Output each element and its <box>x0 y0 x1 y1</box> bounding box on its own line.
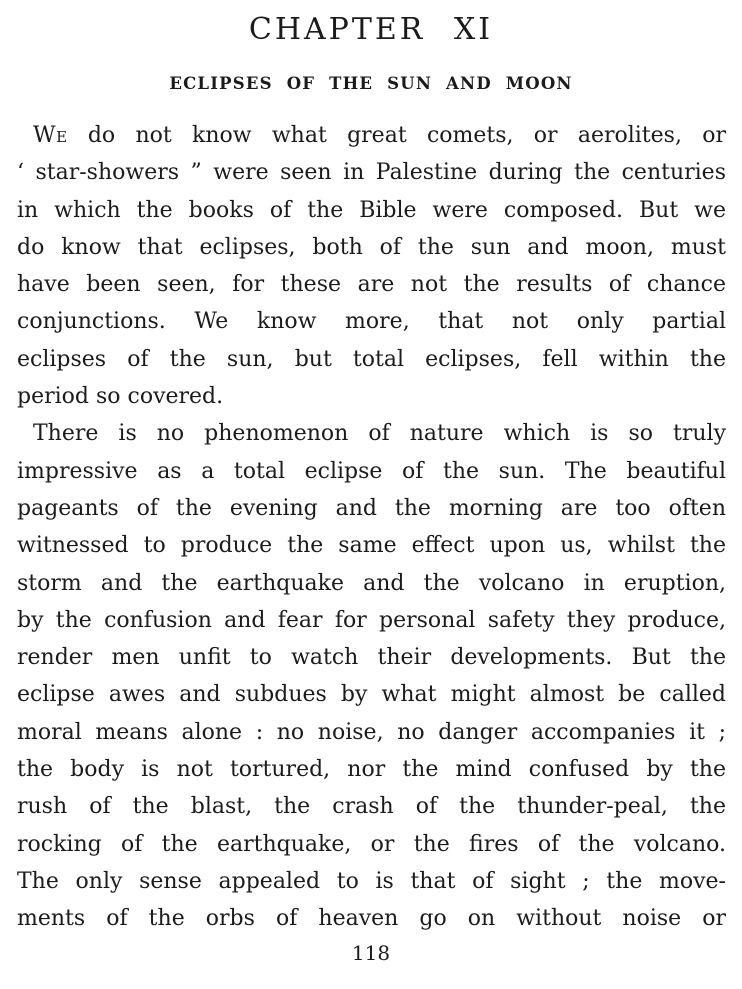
text-line: eclipse awes and subdues by what might almost be called <box>17 682 726 708</box>
text-line: have been seen, for these are not the results of chance <box>17 272 726 298</box>
text-line: There is no phenomenon of nature which is so truly <box>33 421 726 447</box>
page-number: 118 <box>351 941 391 965</box>
text-line: eclipses of the sun, but total eclipses, fell within the <box>17 346 726 372</box>
text-line: in which the books of the Bible were composed. But we <box>17 197 726 223</box>
lead-word-small-caps: We <box>33 123 68 148</box>
text-line: ments of the orbs of heaven go on without noise or <box>17 906 726 932</box>
chapter-title: CHAPTER XI <box>248 12 494 47</box>
text-line: period so covered. <box>17 384 224 410</box>
text-line: rocking of the earthquake, or the fires of the volcano. <box>17 831 726 857</box>
text-line: rush of the blast, the crash of the thunder-peal, the <box>17 794 726 820</box>
section-title: ECLIPSES OF THE SUN AND MOON <box>169 74 573 93</box>
text-line: ‘ star-showers ” were seen in Palestine during the centuries <box>17 160 726 186</box>
text-line: render men unfit to watch their developments. But the <box>17 645 726 671</box>
text-line: We do not know what great comets, or aerolites, or <box>33 123 726 148</box>
paragraph <box>17 117 726 415</box>
text-line: The only sense appealed to is that of sight ; the move- <box>17 868 726 894</box>
text-line: do know that eclipses, both of the sun and moon, must <box>17 234 726 260</box>
text-line: witnessed to produce the same effect upon us, whilst the <box>17 533 726 559</box>
paragraph <box>17 415 726 937</box>
text-line: by the confusion and fear for personal safety they produce, <box>17 607 726 633</box>
body-text <box>17 117 726 938</box>
text-line: impressive as a total eclipse of the sun. The beautiful <box>17 458 726 484</box>
text-line: conjunctions. We know more, that not only partial <box>17 309 726 335</box>
text-line: the body is not tortured, nor the mind confused by the <box>17 757 726 783</box>
text-line: pageants of the evening and the morning are too often <box>17 495 726 521</box>
text-line: moral means alone : no noise, no danger accompanies it ; <box>17 719 726 745</box>
text-line: storm and the earthquake and the volcano in eruption, <box>17 570 726 596</box>
